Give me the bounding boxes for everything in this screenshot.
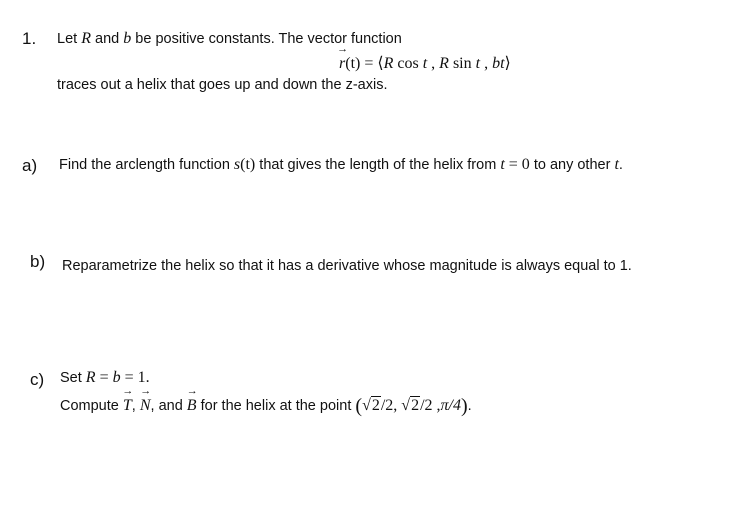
point-over2-second: /2 , [420,397,441,414]
intro-and: and [95,31,120,47]
part-a-eq-zero: = 0 [504,156,530,173]
vec-T: → T [123,397,132,415]
part-a-post: to any other [533,157,611,173]
eq-comma2: , [480,55,493,72]
eq-R2: R [439,55,449,72]
point-pi4: π/4 [440,397,461,414]
eq-comma1: , [427,55,440,72]
part-c-b: b [112,369,121,386]
eq-sin: sin [452,55,472,72]
vec-B: → B [187,397,197,415]
point-open: ( [355,395,363,417]
sqrt-2-first: √2 [362,397,380,414]
eq-R1: R [383,55,394,72]
intro-var-b: b [123,30,132,47]
part-c-period: . [467,398,472,414]
part-a-text [59,156,623,174]
vec-r: → r [339,55,345,73]
part-a-s-arg: (t) [240,156,256,173]
intro-post: be positive constants. The vector function [135,31,402,47]
problem-intro [57,30,402,48]
part-a-pre: Find the arclength function [59,157,230,173]
eq-cos: cos [397,55,419,72]
part-b-text: Reparametrize the helix so that it has a derivative whose magnitude is always equal to 1. [62,258,632,274]
part-a-t-end: t [614,156,619,173]
eq-rangle: ⟩ [504,55,511,72]
part-c-set: Set [60,370,82,386]
part-c-mid: for the helix at the point [200,398,352,414]
sqrt-2-second: √2 [401,397,420,414]
vec-N: → N [140,397,151,415]
sqrt-2-second-radicand: 2 [411,397,420,414]
intro-var-R: R [81,30,91,47]
eq-langle: ⟨ [377,55,384,72]
point-over2-first: /2, [380,397,398,414]
part-a-s: s [233,156,241,173]
part-c-line1 [60,369,150,387]
part-a-t: t [500,156,505,173]
sqrt-2-first-radicand: 2 [371,397,380,414]
part-c-label: c) [30,370,45,389]
problem-number: 1. [22,29,37,48]
eq-lhs-arg: (t) = [345,55,378,72]
problem-intro-line3: traces out a helix that goes up and down the z-axis. [57,77,388,93]
part-b-label: b) [30,252,46,271]
part-c-R: R [85,369,96,386]
part-c-compute: Compute [60,398,119,414]
point-expression [355,395,468,417]
intro-pre: Let [57,31,78,47]
vector-function-equation [339,53,511,73]
part-c-and: , and [150,398,183,414]
part-c-eq1: = [95,369,113,386]
part-c-line2 [60,395,472,418]
eq-t1: t [422,55,428,72]
part-c-eq2: = 1. [120,369,150,386]
point-close: ) [461,395,468,417]
part-a-label: a) [22,156,38,175]
part-c-comma: , [131,398,136,414]
eq-t2: t [475,55,481,72]
part-a-mid: that gives the length of the helix from [259,157,497,173]
part-a-period: . [618,157,623,173]
eq-bt: bt [492,55,505,72]
